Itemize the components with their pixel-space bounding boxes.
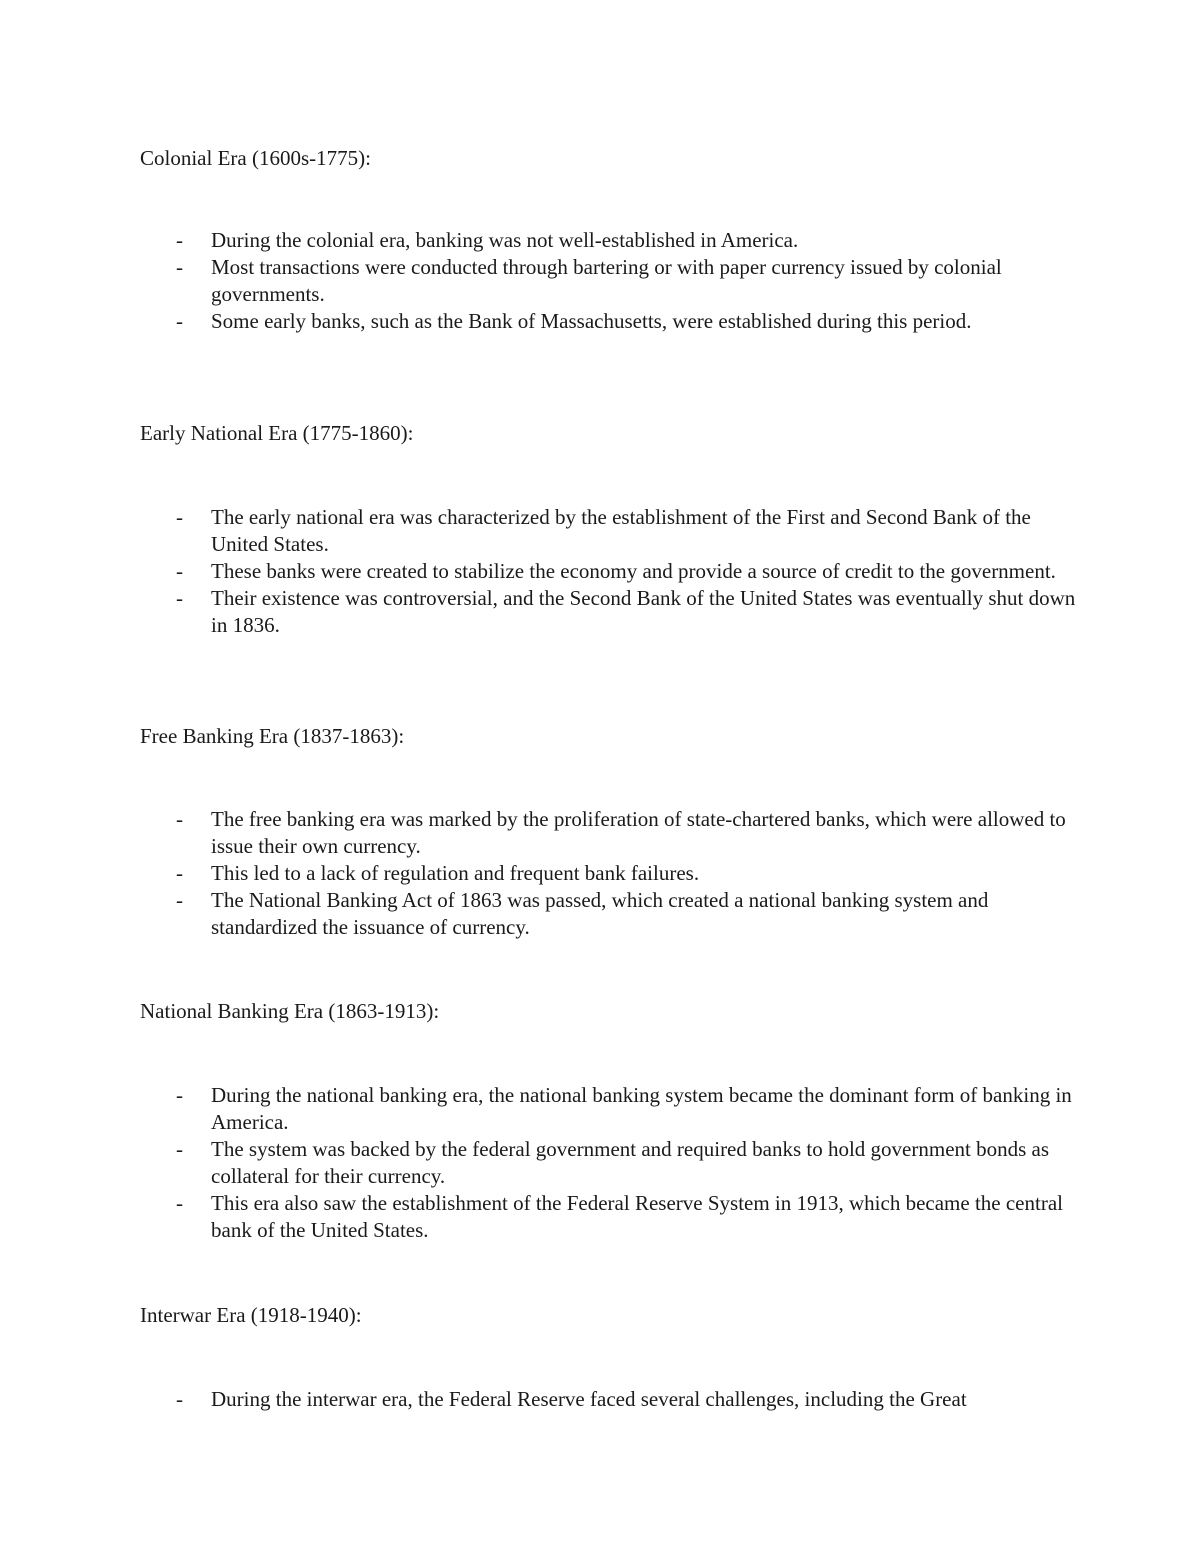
section-heading: Colonial Era (1600s-1775): [140,146,371,170]
section-interwar-era [140,1302,1080,1411]
bullet-marker: - [176,807,183,831]
section-free-banking-era [140,723,1080,939]
bullet-marker: - [176,255,183,279]
bullet-marker: - [176,1387,183,1411]
bullet-marker: - [176,1191,183,1215]
list-item [140,1082,1080,1136]
list-item [140,254,1080,308]
bullet-marker: - [176,861,183,885]
list-item-text: The National Banking Act of 1863 was passed, which created a national banking system and standardized the issuance of currency. [211,888,989,939]
list-item [140,860,1080,887]
list-item-text: This led to a lack of regulation and frequent bank failures. [211,861,700,885]
bullet-list [140,1386,1080,1413]
bullet-marker: - [176,559,183,583]
section-heading: Early National Era (1775-1860): [140,421,414,445]
bullet-marker: - [176,309,183,333]
list-item [140,1136,1080,1190]
section-heading: Free Banking Era (1837-1863): [140,724,405,748]
bullet-marker: - [176,505,183,529]
list-item-text: During the interwar era, the Federal Reserve faced several challenges, including the Great [211,1387,967,1411]
list-item [140,1190,1080,1244]
bullet-marker: - [176,888,183,912]
bullet-marker: - [176,586,183,610]
list-item [140,308,1080,335]
bullet-marker: - [176,228,183,252]
list-item [140,887,1080,941]
list-item-text: Most transactions were conducted through bartering or with paper currency issued by colonial governments. [211,255,1002,306]
list-item [140,806,1080,860]
list-item-text: Some early banks, such as the Bank of Massachusetts, were established during this period. [211,309,972,333]
list-item-text: The free banking era was marked by the proliferation of state-chartered banks, which were allowed to issue their own currency. [211,807,1066,858]
section-heading: National Banking Era (1863-1913): [140,999,440,1023]
list-item-text: The early national era was characterized by the establishment of the First and Second Bank of the United States. [211,505,1031,556]
list-item [140,227,1080,254]
bullet-marker: - [176,1137,183,1161]
list-item [140,558,1080,585]
list-item-text: During the national banking era, the national banking system became the dominant form of banking in America. [211,1083,1072,1134]
list-item [140,1386,1080,1413]
list-item-text: These banks were created to stabilize the economy and provide a source of credit to the government. [211,559,1056,583]
list-item-text: This era also saw the establishment of the Federal Reserve System in 1913, which became the central bank of the United States. [211,1191,1063,1242]
list-item-text: Their existence was controversial, and the Second Bank of the United States was eventually shut down in 1836. [211,586,1076,637]
bullet-marker: - [176,1083,183,1107]
list-item [140,504,1080,558]
list-item [140,585,1080,639]
section-national-banking-era [140,998,1080,1242]
bullet-list [140,227,1080,335]
bullet-list [140,806,1080,941]
bullet-list [140,1082,1080,1244]
section-colonial-era [140,145,1080,333]
section-early-national-era [140,420,1080,637]
list-item-text: The system was backed by the federal government and required banks to hold government bonds as collateral for their currency. [211,1137,1050,1188]
list-item-text: During the colonial era, banking was not well-established in America. [211,228,799,252]
bullet-list [140,504,1080,639]
section-heading: Interwar Era (1918-1940): [140,1303,362,1327]
